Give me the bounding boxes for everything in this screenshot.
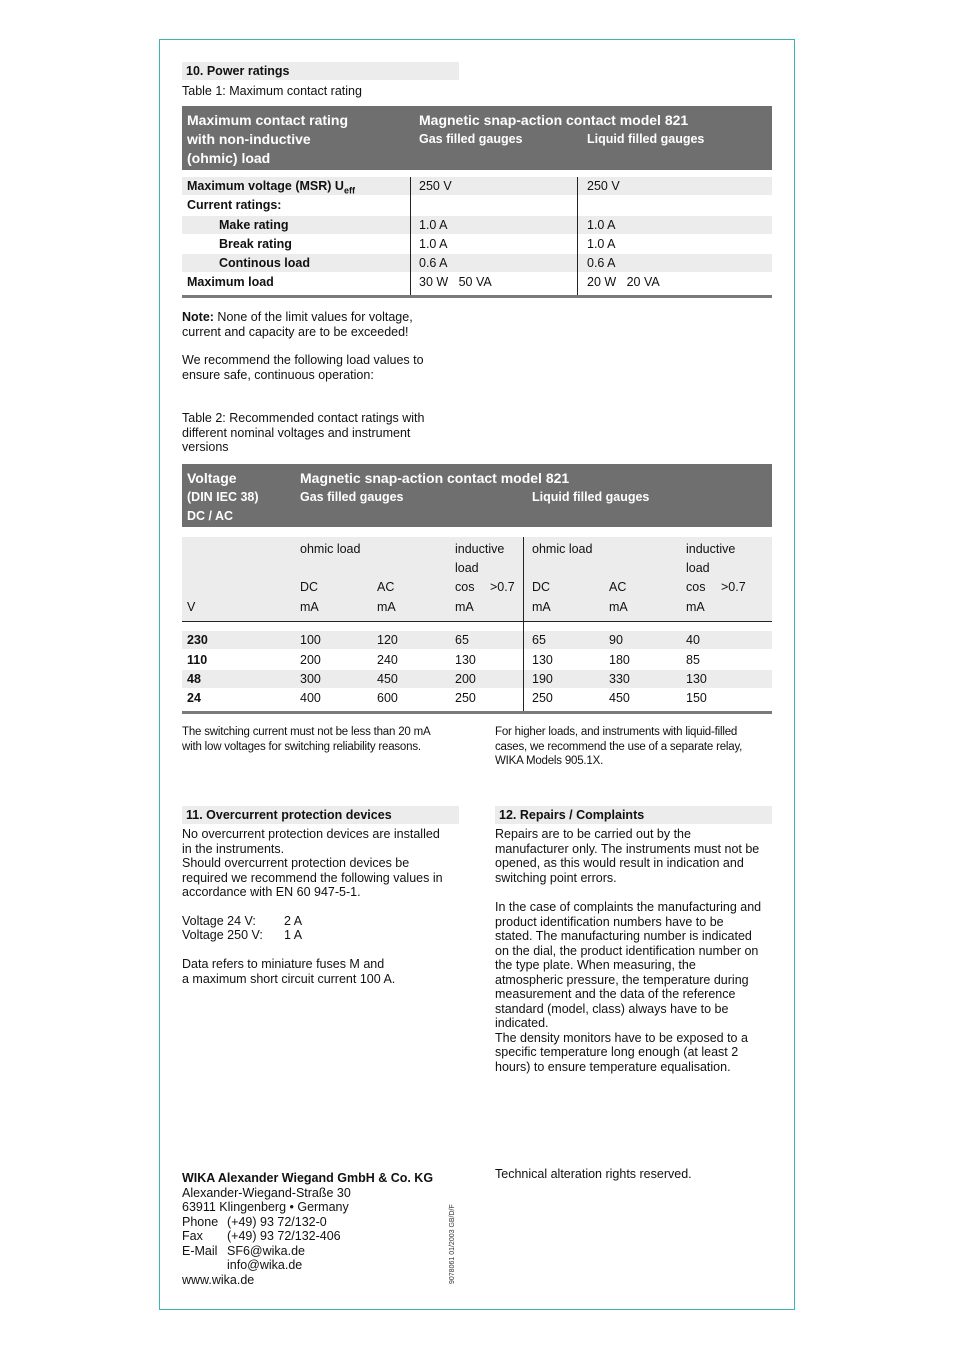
gas-inductive: 65 xyxy=(455,633,469,647)
gas-dc: 400 xyxy=(300,691,321,705)
table1-cell-gas: 0.6 A xyxy=(419,256,448,270)
gas-ac: 240 xyxy=(377,653,398,667)
sub-cosval-gas: >0.7 xyxy=(490,580,515,594)
liquid-dc: 250 xyxy=(532,691,553,705)
email-link[interactable]: SF6@wika.de xyxy=(227,1243,305,1258)
liquid-dc: 65 xyxy=(532,633,546,647)
table1-cell-liquid: 1.0 A xyxy=(587,218,616,232)
sub-ac-liquid: AC xyxy=(609,580,627,594)
phone-line: Phone (+49) 93 72/132-0 xyxy=(182,1214,327,1229)
voltage-250-label: Voltage 250 V: xyxy=(182,928,263,942)
sub-v-unit: V xyxy=(187,600,196,614)
sub-dc-liquid: DC xyxy=(532,580,551,594)
liquid-ac: 450 xyxy=(609,691,630,705)
gas-dc: 300 xyxy=(300,672,321,686)
liquid-dc: 130 xyxy=(532,653,553,667)
gas-ac: 450 xyxy=(377,672,398,686)
row-voltage: 110 xyxy=(187,653,208,667)
gas-inductive: 130 xyxy=(455,653,476,667)
table1-divider xyxy=(577,177,578,295)
table1-cell-liquid: 250 V xyxy=(587,179,620,193)
note-text: Note: None of the limit values for voltage, current and capacity are to be exceeded! xyxy=(182,310,413,339)
sub-cos-gas: cos xyxy=(455,580,475,594)
table1-row-label: Break rating xyxy=(219,237,292,251)
liquid-inductive: 85 xyxy=(686,653,700,667)
website-link[interactable]: www.wika.de xyxy=(182,1272,255,1287)
table2-header-gas: Gas filled gauges xyxy=(300,490,404,504)
sub-ma-unit: mA xyxy=(455,600,474,614)
table2-header-dcac: DC / AC xyxy=(187,509,234,523)
table1-row-label: Maximum voltage (MSR) $U_{eff}$ xyxy=(187,179,355,196)
table1-header-left-1: Maximum contact rating xyxy=(187,112,349,128)
table2-caption: Table 2: Recommended contact ratings with different nominal voltages and instrument versions xyxy=(182,411,425,454)
voltage-24-label: Voltage 24 V: xyxy=(182,914,256,928)
sub-load-liquid: load xyxy=(686,561,710,575)
email-line: E-Mail SF6@wika.de xyxy=(182,1243,305,1258)
section-12-para1: Repairs are to be carried out by the manufacturer only. The instruments must not be opened, as this would result in indication and switching point errors. xyxy=(495,827,760,885)
table2-band xyxy=(182,670,772,688)
table1-header-left-3: (ohmic) load xyxy=(187,150,271,166)
sub-inductive-liquid: inductive xyxy=(686,542,736,556)
gas-inductive: 200 xyxy=(455,672,476,686)
liquid-inductive: 130 xyxy=(686,672,707,686)
fuse-note: Data refers to miniature fuses M and a maximum short circuit current 100 A. xyxy=(182,957,396,986)
table1-cell-liquid: 1.0 A xyxy=(587,237,616,251)
fax-line: Fax (+49) 93 72/132-406 xyxy=(182,1229,341,1243)
gas-ac: 120 xyxy=(377,633,398,647)
sub-load-gas: load xyxy=(455,561,479,575)
email-link[interactable]: info@wika.de xyxy=(227,1258,303,1272)
table1-cell-gas: 1.0 A xyxy=(419,237,448,251)
sub-cos-liquid: cos xyxy=(686,580,706,594)
table2-bottom-rule xyxy=(182,711,772,714)
company-name: WIKA Alexander Wiegand GmbH & Co. KG xyxy=(182,1171,434,1185)
table1-row-label: Maximum load xyxy=(187,275,274,289)
gas-inductive: 250 xyxy=(455,691,476,705)
sub-inductive-gas: inductive xyxy=(455,542,505,556)
row-voltage: 48 xyxy=(187,672,201,686)
table1-divider xyxy=(410,177,411,295)
footer-address xyxy=(182,1171,433,1287)
table1-row-label: Continous load xyxy=(219,256,310,270)
sub-dc-gas: DC xyxy=(300,580,319,594)
sub-ma-unit: mA xyxy=(377,600,396,614)
city: 63911 Klingenberg • Germany xyxy=(182,1200,349,1214)
table2-header-voltage: Voltage xyxy=(187,470,237,486)
switching-note: The switching current must not be less than 20 mA with low voltages for switching reliability reasons. xyxy=(182,726,431,753)
table1-header-liquid: Liquid filled gauges xyxy=(587,132,705,146)
document-code: 9078061 01/2003 GB/D/F xyxy=(449,1204,456,1284)
sub-ohmic-liquid: ohmic load xyxy=(532,542,593,556)
table2-header xyxy=(182,464,772,527)
section-12-para2: In the case of complaints the manufacturing and product identification numbers have to be stated. The manufacturing number is indicated on the dial, the product identification number on the type plate. When measuring, the atmospheric pressure, the temperature during measurement and the data of the reference standard (model, class) always have to be indicated. The density monitors have to be exposed to a specific temperature long enough (at least 2 hours) to ensure temperature equalisation. xyxy=(495,900,762,1074)
table2-header-model: Magnetic snap-action contact model 821 xyxy=(300,470,570,486)
table1-cell-gas: 30 W 50 VA xyxy=(419,275,492,289)
sub-cosval-liquid: >0.7 xyxy=(721,580,746,594)
voltage-24-value: 2 A xyxy=(284,914,303,928)
table2-divider xyxy=(523,537,524,712)
table1-cell-liquid: 0.6 A xyxy=(587,256,616,270)
table1-caption: Table 1: Maximum contact rating xyxy=(182,84,362,98)
sub-ac-gas: AC xyxy=(377,580,395,594)
sub-ma-unit: mA xyxy=(300,600,319,614)
row-voltage: 230 xyxy=(187,633,208,647)
table2-band xyxy=(182,631,772,649)
rights-note: Technical alteration rights reserved. xyxy=(495,1167,692,1181)
liquid-ac: 180 xyxy=(609,653,630,667)
liquid-inductive: 150 xyxy=(686,691,707,705)
liquid-ac: 90 xyxy=(609,633,623,647)
section-11-heading: 11. Overcurrent protection devices xyxy=(182,806,459,824)
section-10-heading: 10. Power ratings xyxy=(182,62,459,80)
table1-header-left-2: with non-inductive xyxy=(187,131,311,147)
street: Alexander-Wiegand-Straße 30 xyxy=(182,1185,351,1200)
table1-row-label: Make rating xyxy=(219,218,289,232)
sub-ohmic-gas: ohmic load xyxy=(300,542,361,556)
table1-cell-liquid: 20 W 20 VA xyxy=(587,275,660,289)
table2-sub-rule xyxy=(182,621,772,622)
table1-cell-gas: 1.0 A xyxy=(419,218,448,232)
table2-header-liquid: Liquid filled gauges xyxy=(532,490,650,504)
liquid-inductive: 40 xyxy=(686,633,700,647)
sub-ma-unit: mA xyxy=(686,600,705,614)
table1-header-gas: Gas filled gauges xyxy=(419,132,523,146)
voltage-250-value: 1 A xyxy=(284,928,303,942)
gas-dc: 100 xyxy=(300,633,321,647)
liquid-dc: 190 xyxy=(532,672,553,686)
table1-header xyxy=(182,106,772,170)
gas-dc: 200 xyxy=(300,653,321,667)
email-line-2 xyxy=(182,1258,433,1273)
sub-ma-unit: mA xyxy=(532,600,551,614)
table1-bottom-rule xyxy=(182,295,772,298)
table1-cell-gas: 250 V xyxy=(419,179,452,193)
recommend-text: We recommend the following load values to ensure safe, continuous operation: xyxy=(182,353,424,382)
table1-row-label: Current ratings: xyxy=(187,198,282,212)
section-11-body: No overcurrent protection devices are installed in the instruments. Should overcurrent protection devices be required we recommend the following values in accordance with EN 60 947-5-1. xyxy=(182,827,443,899)
row-voltage: 24 xyxy=(187,691,201,705)
gas-ac: 600 xyxy=(377,691,398,705)
table1-header-model: Magnetic snap-action contact model 821 xyxy=(419,112,689,128)
higher-loads-note: For higher loads, and instruments with liquid-filled cases, we recommend the use of a separate relay, WIKA Models 905.1X. xyxy=(495,726,743,767)
sub-ma-unit: mA xyxy=(609,600,628,614)
table2-header-din: (DIN IEC 38) xyxy=(187,490,259,504)
liquid-ac: 330 xyxy=(609,672,630,686)
section-12-heading: 12. Repairs / Complaints xyxy=(495,806,772,824)
